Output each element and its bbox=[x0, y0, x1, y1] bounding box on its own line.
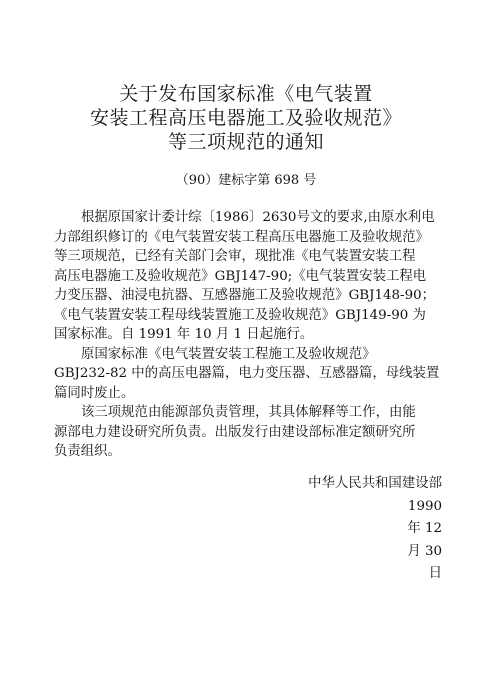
title-line-3: 等三项规范的通知 bbox=[167, 131, 324, 153]
paragraph-line: 高压电器施工及验收规范》GBJ147-90;《电气装置安装工程电 bbox=[54, 268, 427, 284]
document-number: （90）建标字第 698 号 bbox=[175, 173, 317, 188]
paragraph-line: 原国家标准《电气装置安装工程施工及验收规范》 bbox=[81, 346, 376, 362]
signature-block bbox=[308, 473, 442, 586]
paragraph-line: 篇同时废止。 bbox=[54, 385, 135, 401]
signature-day: 月 30 bbox=[407, 543, 442, 559]
document-body bbox=[54, 208, 442, 462]
document-title bbox=[0, 82, 492, 154]
paragraph-line: 等三项规范，已经有关部门会审，现批准《电气装置安装工程 bbox=[54, 249, 416, 264]
paragraph-line: 《电气装置安装工程母线装置施工及验收规范》GBJ149-90 为 bbox=[54, 307, 426, 323]
paragraph-line: 负责组织。 bbox=[54, 444, 121, 459]
signature-day-suffix: 日 bbox=[428, 566, 442, 581]
title-line-2: 安装工程高压电器施工及验收规范》 bbox=[89, 107, 402, 129]
paragraph-line: 源部电力建设研究所负责。出版发行由建设部标准定额研究所 bbox=[54, 424, 416, 440]
title-line-1: 关于发布国家标准《电气装置 bbox=[119, 83, 373, 105]
paragraph-line: 力变压器、油浸电抗器、互感器施工及验收规范》GBJ148-90； bbox=[54, 288, 436, 303]
paragraph-line: 力部组织修订的《电气装置安装工程高压电器施工及验收规范》 bbox=[54, 229, 429, 245]
signature-year: 1990 bbox=[407, 498, 442, 514]
issuer-name: 中华人民共和国建设部 bbox=[308, 476, 442, 491]
paragraph-line: 该三项规范由能源部负责管理，其具体解释等工作，由能 bbox=[81, 405, 416, 420]
paragraph-line: GBJ232-82 中的高压电器篇，电力变压器、互感器篇，母线装置 bbox=[54, 366, 440, 381]
signature-month: 年 12 bbox=[407, 521, 442, 536]
paragraph-line: 根据原国家计委计综〔1986〕2630号文的要求,由原水利电 bbox=[81, 210, 435, 225]
paragraph-line: 国家标准。自 1991 年 10 月 1 日起施行。 bbox=[54, 327, 314, 342]
